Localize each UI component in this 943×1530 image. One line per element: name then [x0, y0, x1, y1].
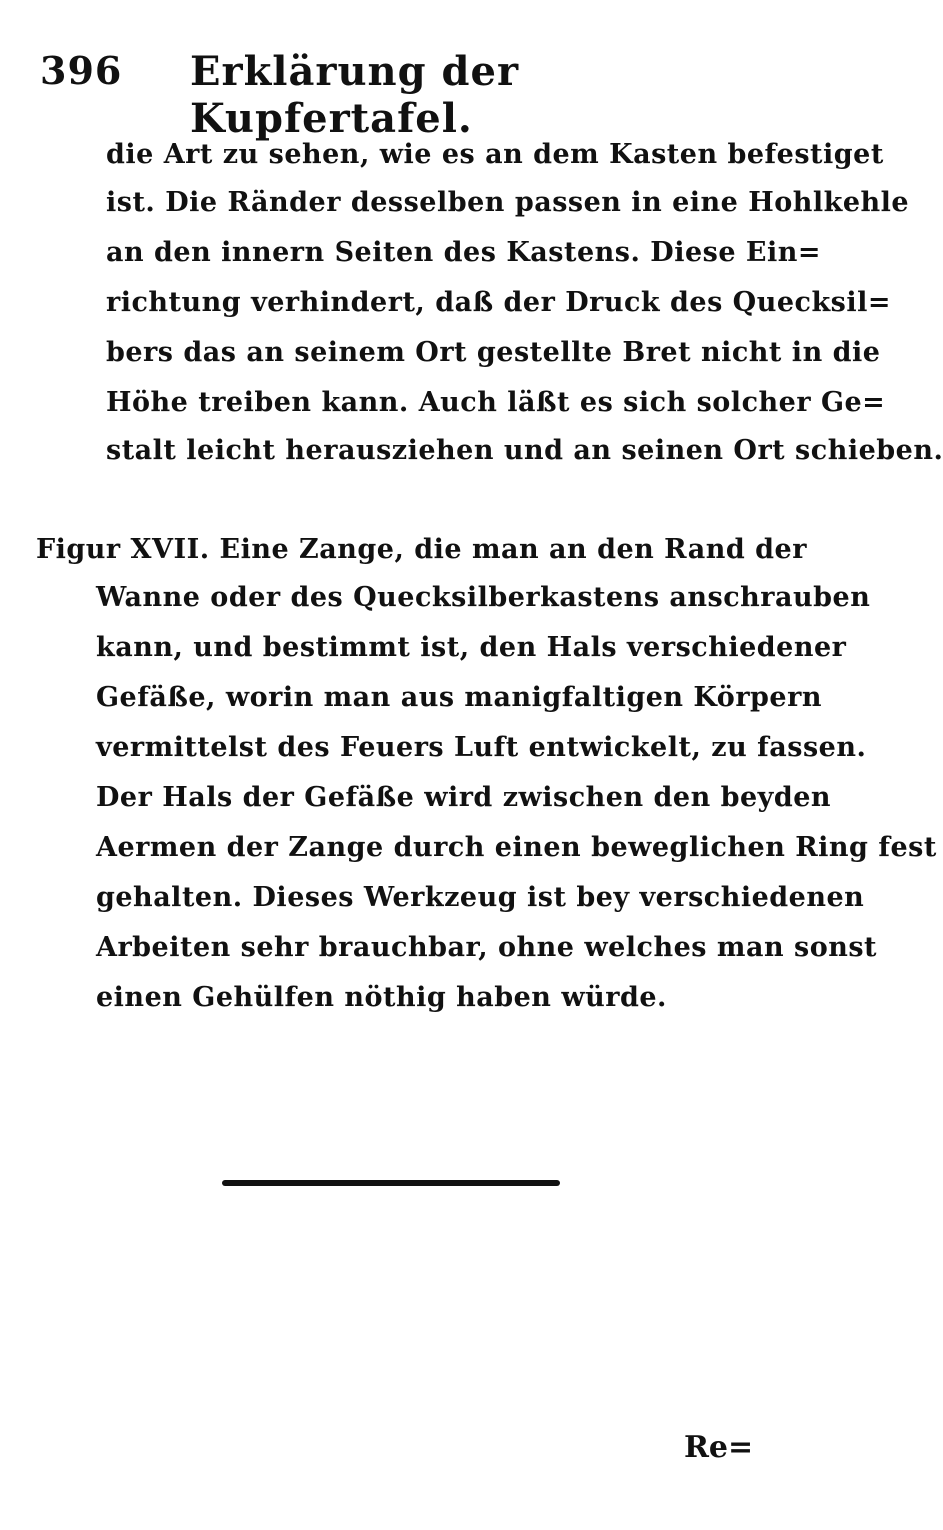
text-line: kann, und bestimmt ist, den Hals verschiedener — [96, 632, 847, 663]
figure-caption-line: Figur XVII. Eine Zange, die man an den Rand der — [36, 534, 807, 565]
text-line: Arbeiten sehr brauchbar, ohne welches man sonst — [96, 932, 878, 963]
paragraph-2 — [36, 534, 937, 1015]
paragraph-1 — [106, 139, 943, 480]
text-line: einen Gehülfen nöthig haben würde. — [96, 982, 667, 1013]
text-line: richtung verhindert, daß der Druck des Quecksil= — [106, 287, 891, 318]
text-line: ist. Die Ränder desselben passen in eine Hohlkehle — [106, 187, 910, 218]
text-line: stalt leicht herausziehen und an seinen Ort schieben. — [106, 435, 943, 466]
text-line: bers das an seinem Ort gestellte Bret nicht in die — [106, 337, 881, 368]
text-line: Wanne oder des Quecksilberkastens anschrauben — [96, 582, 871, 613]
text-line: Höhe treiben kann. Auch läßt es sich solcher Ge= — [106, 387, 886, 418]
text-line: Der Hals der Gefäße wird zwischen den beyden — [96, 782, 832, 813]
text-line: gehalten. Dieses Werkzeug ist bey verschiedenen — [96, 882, 865, 913]
page-header — [40, 48, 780, 142]
text-line: Aermen der Zange durch einen beweglichen Ring fest — [96, 832, 937, 863]
section-divider-rule — [222, 1180, 560, 1186]
catchword: Re= — [684, 1430, 754, 1465]
text-line: Gefäße, worin man aus manigfaltigen Körpern — [96, 682, 822, 713]
text-line: vermittelst des Feuers Luft entwickelt, zu fassen. — [96, 732, 867, 763]
page-number: 396 — [40, 48, 123, 93]
text-line: die Art zu sehen, wie es an dem Kasten befestiget — [106, 139, 884, 170]
running-title: Erklärung der Kupfertafel. — [190, 48, 520, 142]
text-line: an den innern Seiten des Kastens. Diese Ein= — [106, 237, 821, 268]
